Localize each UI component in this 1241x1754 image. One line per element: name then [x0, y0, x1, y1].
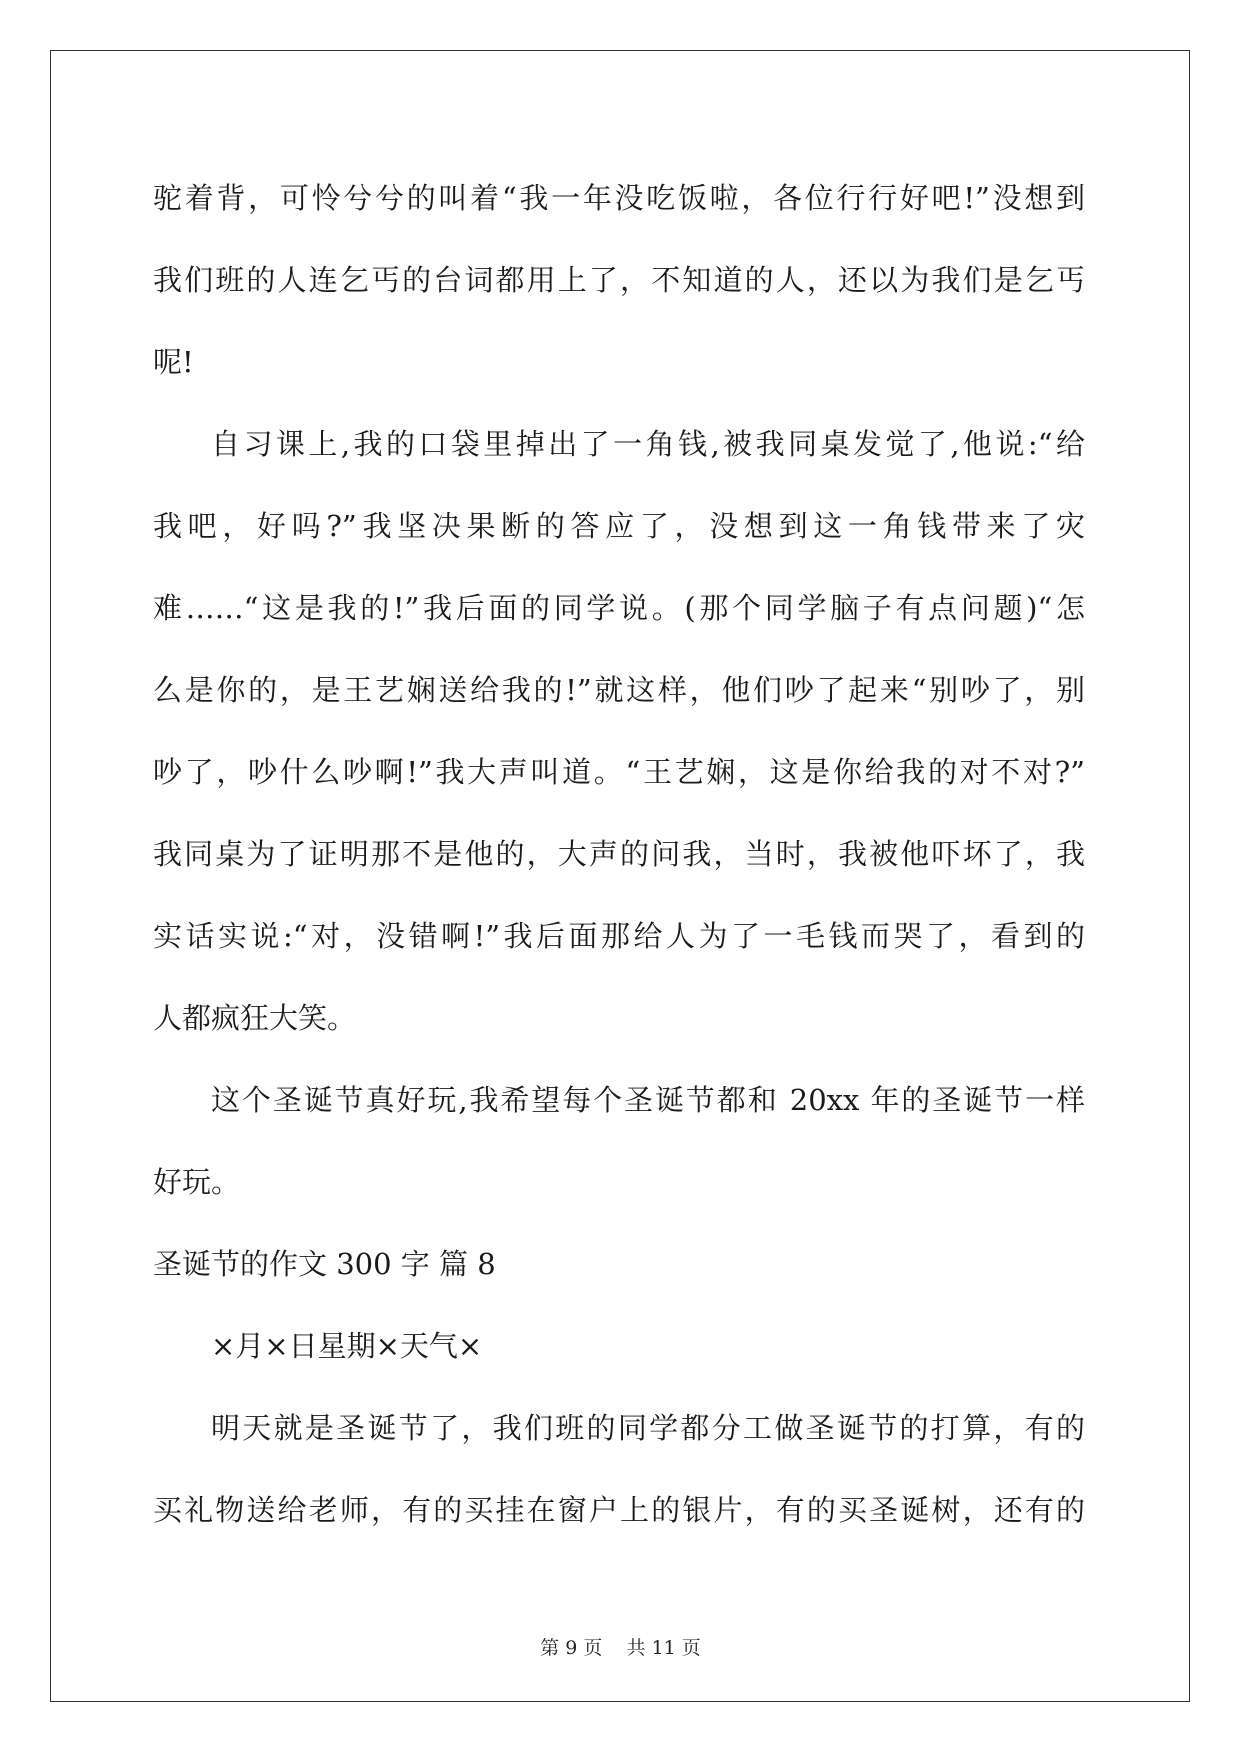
text-line: 吵了，吵什么吵啊!”我大声叫道。“王艺娴，这是你给我的对不对?” [153, 755, 1085, 789]
text-line: 这个圣诞节真好玩,我希望每个圣诞节都和 20xx 年的圣诞节一样 [211, 1083, 1085, 1117]
text-line: 自习课上,我的口袋里掉出了一角钱,被我同桌发觉了,他说:“给 [211, 427, 1085, 461]
text-line: 我吧，好吗?”我坚决果断的答应了，没想到这一角钱带来了灾 [153, 509, 1085, 543]
text-line: 人都疯狂大笑。 [153, 1001, 357, 1035]
text-line: 难……“这是我的!”我后面的同学说。(那个同学脑子有点问题)“怎 [153, 591, 1085, 625]
text-line: 买礼物送给老师，有的买挂在窗户上的银片，有的买圣诞树，还有的 [153, 1493, 1085, 1527]
text-line: ×月×日星期×天气× [211, 1329, 483, 1363]
text-line: 实话实说:“对，没错啊!”我后面那给人为了一毛钱而哭了，看到的 [153, 919, 1085, 953]
text-line: 我们班的人连乞丐的台词都用上了，不知道的人，还以为我们是乞丐 [153, 263, 1085, 297]
text-line: 圣诞节的作文 300 字 篇 8 [153, 1247, 496, 1281]
text-line: 么是你的，是王艺娴送给我的!”就这样，他们吵了起来“别吵了，别 [153, 673, 1085, 707]
text-line: 好玩。 [153, 1165, 241, 1199]
document-body [153, 157, 1085, 1551]
text-line: 驼着背，可怜兮兮的叫着“我一年没吃饭啦，各位行行好吧!”没想到 [153, 181, 1085, 215]
page-footer [0, 1633, 1241, 1660]
text-line: 明天就是圣诞节了，我们班的同学都分工做圣诞节的打算，有的 [211, 1411, 1085, 1445]
page-number: 第 9 页 共 11 页 [540, 1637, 701, 1659]
text-line: 我同桌为了证明那不是他的，大声的问我，当时，我被他吓坏了，我 [153, 837, 1085, 871]
text-line: 呢! [153, 345, 194, 379]
